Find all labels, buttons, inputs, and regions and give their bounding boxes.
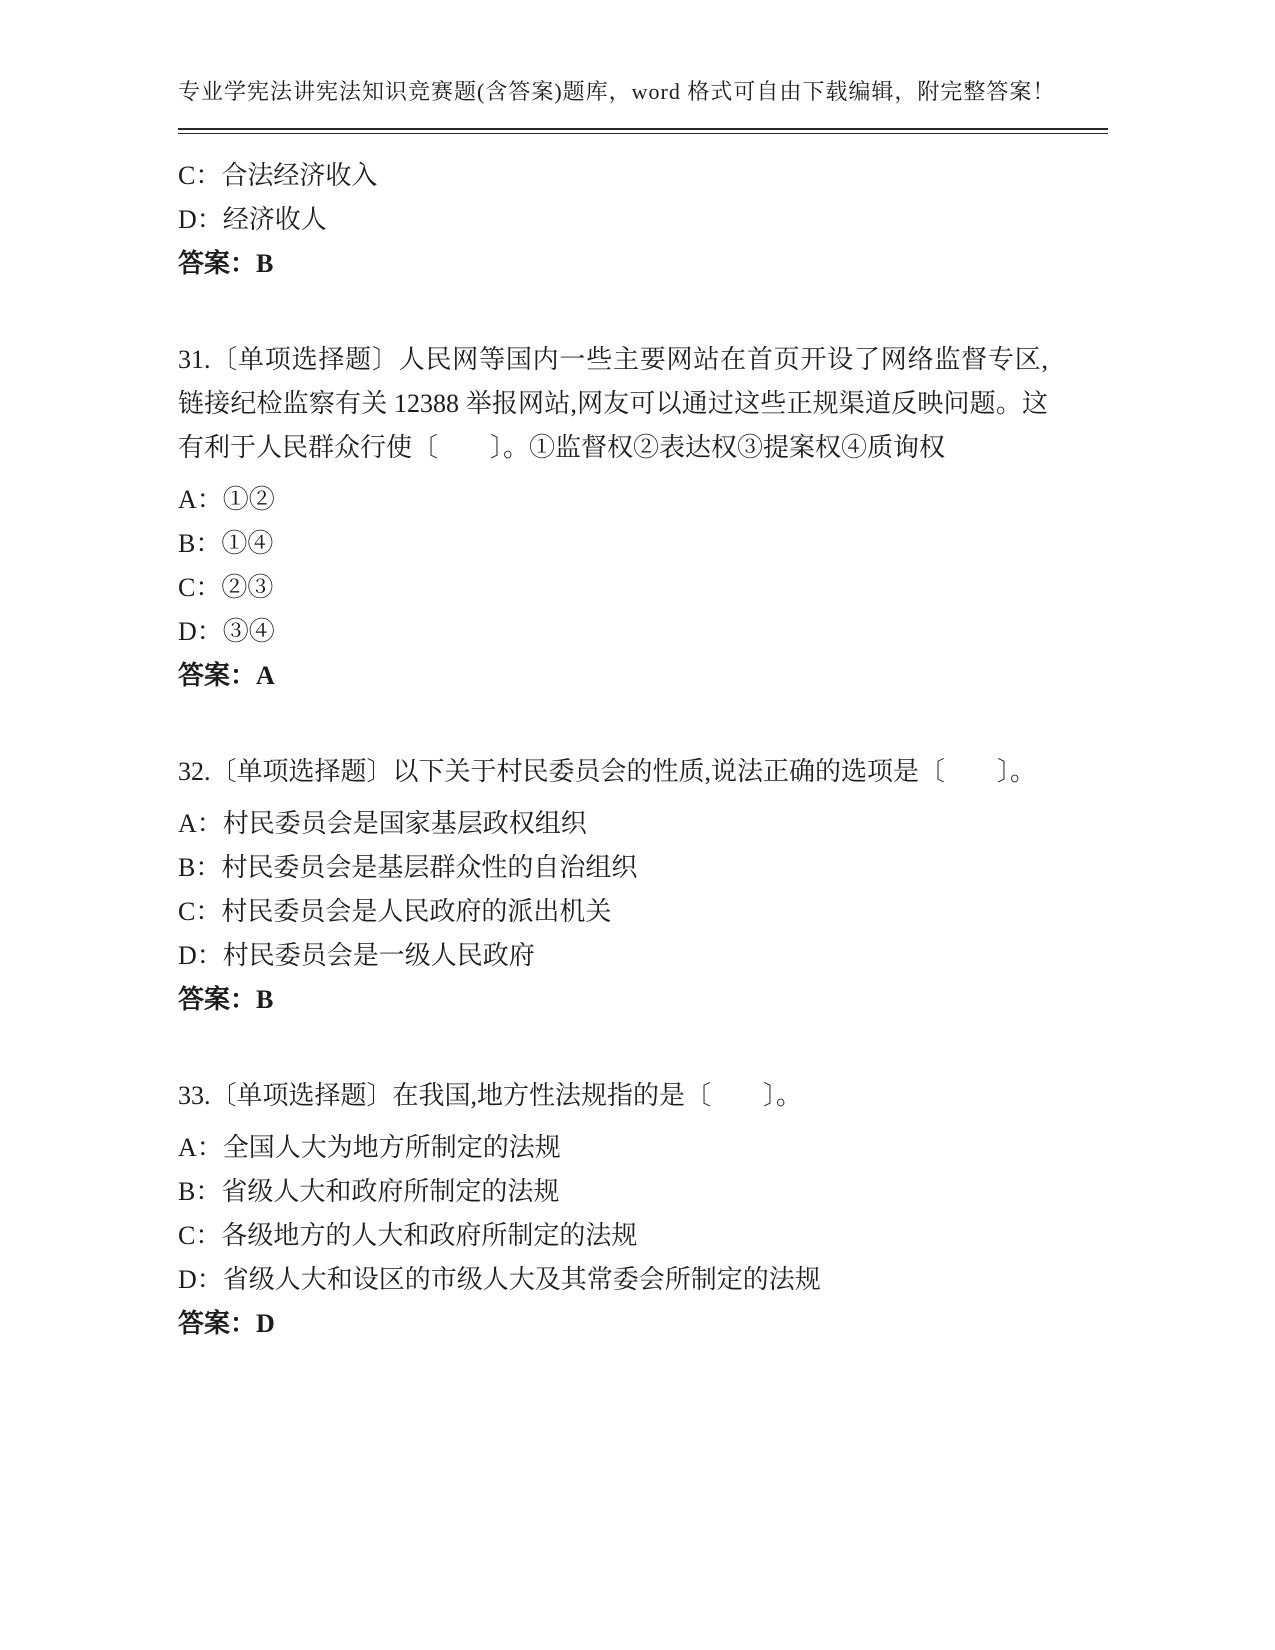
options-list xyxy=(178,154,1048,242)
option-line: B：村民委员会是基层群众性的自治组织 xyxy=(178,853,638,882)
answer-line: 答案：B xyxy=(178,249,274,278)
option-line: D：③④ xyxy=(178,617,275,646)
question-text: 32.〔单项选择题〕以下关于村民委员会的性质,说法正确的选项是〔 〕。 xyxy=(178,757,1037,786)
option-line: D：经济收人 xyxy=(178,205,327,234)
option-line: B：省级人大和政府所制定的法规 xyxy=(178,1177,560,1206)
answer-line: 答案：D xyxy=(178,1309,275,1338)
options-list xyxy=(178,1126,1048,1302)
question-32 xyxy=(178,750,1048,1022)
question-text: 31.〔单项选择题〕人民网等国内一些主要网站在首页开设了网络监督专区,链接纪检监察有关 12388 举报网站,网友可以通过这些正规渠道反映问题。这有利于人民群众行使〔 〕。①监督权②表达权③提案权④质询权 xyxy=(178,345,1048,462)
question-31 xyxy=(178,338,1048,698)
option-line: C：合法经济收入 xyxy=(178,161,378,190)
option-line: C：村民委员会是人民政府的派出机关 xyxy=(178,897,612,926)
option-line: C：各级地方的人大和政府所制定的法规 xyxy=(178,1221,638,1250)
options-list xyxy=(178,478,1048,654)
options-list xyxy=(178,802,1048,978)
answer-line: 答案：B xyxy=(178,985,274,1014)
page-header xyxy=(178,72,1108,134)
option-line: D：村民委员会是一级人民政府 xyxy=(178,941,535,970)
document-body xyxy=(178,154,1048,1346)
header-divider xyxy=(178,128,1108,134)
option-line: A：村民委员会是国家基层政权组织 xyxy=(178,809,587,838)
option-line: D：省级人大和设区的市级人大及其常委会所制定的法规 xyxy=(178,1265,821,1294)
header-text: 专业学宪法讲宪法知识竞赛题(含答案)题库，word 格式可自由下载编辑，附完整答案！ xyxy=(178,79,1056,104)
answer-line: 答案：A xyxy=(178,661,275,690)
question-text: 33.〔单项选择题〕在我国,地方性法规指的是〔 〕。 xyxy=(178,1081,803,1110)
option-line: B：①④ xyxy=(178,529,274,558)
previous-question-tail xyxy=(178,154,1048,286)
question-33 xyxy=(178,1074,1048,1346)
option-line: A：①② xyxy=(178,485,275,514)
option-line: C：②③ xyxy=(178,573,274,602)
option-line: A：全国人大为地方所制定的法规 xyxy=(178,1133,561,1162)
